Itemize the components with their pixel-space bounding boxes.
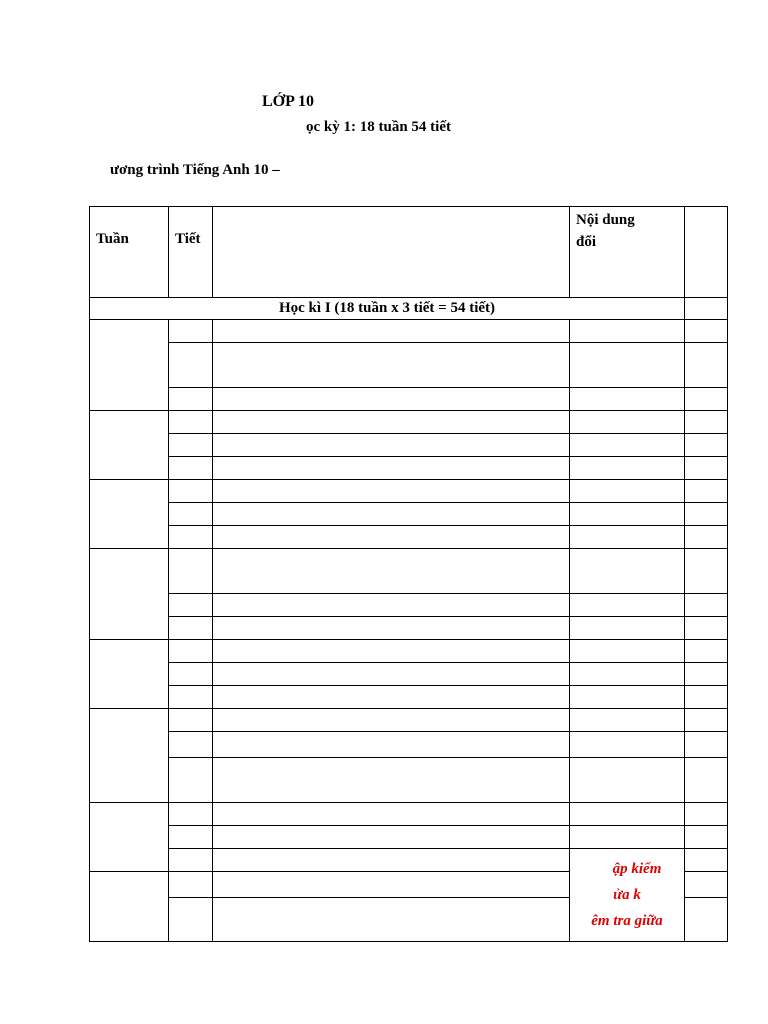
semester-row (90, 298, 728, 320)
column-header-notes (685, 207, 728, 298)
table-row (90, 457, 728, 480)
table-row (90, 320, 728, 343)
lesson-cell (213, 411, 570, 434)
week-cell (90, 640, 169, 709)
lesson-cell (213, 898, 570, 942)
period-cell (169, 617, 213, 640)
note-cell (685, 732, 728, 758)
lesson-cell (213, 686, 570, 709)
table-row (90, 826, 728, 849)
period-cell (169, 503, 213, 526)
note-cell (685, 434, 728, 457)
table-row (90, 411, 728, 434)
table-row (90, 732, 728, 758)
semester-subtitle: ọc kỳ 1: 18 tuần 54 tiết (306, 119, 451, 135)
period-cell (169, 594, 213, 617)
table-row (90, 640, 728, 663)
week-cell (90, 549, 169, 640)
content-cell (570, 803, 685, 826)
note-cell (685, 480, 728, 503)
period-cell (169, 709, 213, 732)
content-cell (570, 320, 685, 343)
note-cell (685, 526, 728, 549)
content-cell (570, 826, 685, 849)
column-header-lesson (213, 207, 570, 298)
lesson-cell (213, 343, 570, 388)
period-cell (169, 686, 213, 709)
period-cell (169, 663, 213, 686)
lesson-plan-table (89, 206, 728, 942)
table-row (90, 849, 728, 872)
lesson-cell (213, 526, 570, 549)
week-cell (90, 480, 169, 549)
column-header-content (570, 207, 685, 298)
content-cell (570, 549, 685, 594)
note-cell (685, 872, 728, 898)
note-cell (685, 663, 728, 686)
table-row (90, 803, 728, 826)
period-cell (169, 480, 213, 503)
lesson-cell (213, 480, 570, 503)
period-cell (169, 457, 213, 480)
period-cell (169, 411, 213, 434)
lesson-cell (213, 594, 570, 617)
week-cell (90, 320, 169, 411)
content-cell (570, 343, 685, 388)
column-header-period: Tiết (169, 207, 213, 298)
lesson-cell (213, 872, 570, 898)
lesson-cell (213, 617, 570, 640)
period-cell (169, 526, 213, 549)
note-cell (685, 898, 728, 942)
period-cell (169, 320, 213, 343)
content-cell (570, 434, 685, 457)
content-cell (570, 503, 685, 526)
table-row (90, 617, 728, 640)
period-cell (169, 803, 213, 826)
note-cell (685, 411, 728, 434)
week-cell (90, 803, 169, 872)
note-cell (685, 549, 728, 594)
period-cell (169, 343, 213, 388)
content-cell (570, 663, 685, 686)
note-cell (685, 594, 728, 617)
red-note-line-2: ửa k (613, 887, 641, 903)
period-cell (169, 758, 213, 803)
table-row (90, 549, 728, 594)
content-cell (570, 411, 685, 434)
content-cell (570, 594, 685, 617)
table-row (90, 686, 728, 709)
note-cell (685, 758, 728, 803)
lesson-cell (213, 709, 570, 732)
content-cell (570, 388, 685, 411)
lesson-cell (213, 434, 570, 457)
column-header-content-line2: đổi (576, 234, 597, 250)
week-cell (90, 709, 169, 803)
column-header-content-line1: Nội dung (576, 212, 635, 228)
program-line: ương trình Tiếng Anh 10 – (110, 162, 280, 178)
note-cell (685, 343, 728, 388)
table-row (90, 480, 728, 503)
table-row (90, 709, 728, 732)
content-cell (570, 526, 685, 549)
red-note-line-1: ập kiểm (612, 861, 662, 877)
lesson-cell (213, 640, 570, 663)
period-cell (169, 434, 213, 457)
semester-row-label: Học kì I (18 tuần x 3 tiết = 54 tiết) (90, 298, 685, 320)
lesson-cell (213, 803, 570, 826)
table-row (90, 434, 728, 457)
content-cell (570, 709, 685, 732)
content-cell (570, 617, 685, 640)
lesson-cell (213, 457, 570, 480)
content-cell (570, 457, 685, 480)
lesson-cell (213, 849, 570, 872)
column-header-week: Tuần (90, 207, 169, 298)
week-cell (90, 411, 169, 480)
period-cell (169, 640, 213, 663)
content-cell (570, 686, 685, 709)
lesson-cell (213, 758, 570, 803)
period-cell (169, 826, 213, 849)
week-cell (90, 872, 169, 942)
red-note-cell (570, 849, 685, 942)
note-cell (685, 617, 728, 640)
lesson-cell (213, 388, 570, 411)
note-cell (685, 849, 728, 872)
table-row (90, 758, 728, 803)
table-row (90, 388, 728, 411)
note-cell (685, 803, 728, 826)
period-cell (169, 898, 213, 942)
red-note-line-3: êm tra giữa (591, 913, 663, 929)
table-row (90, 594, 728, 617)
lesson-cell (213, 320, 570, 343)
content-cell (570, 480, 685, 503)
table-cell (685, 298, 728, 320)
lesson-cell (213, 826, 570, 849)
period-cell (169, 872, 213, 898)
lesson-cell (213, 503, 570, 526)
lesson-cell (213, 732, 570, 758)
lesson-cell (213, 549, 570, 594)
note-cell (685, 826, 728, 849)
table-header-row (90, 207, 728, 298)
note-cell (685, 320, 728, 343)
content-cell (570, 758, 685, 803)
note-cell (685, 686, 728, 709)
period-cell (169, 849, 213, 872)
period-cell (169, 732, 213, 758)
period-cell (169, 549, 213, 594)
note-cell (685, 709, 728, 732)
content-cell (570, 732, 685, 758)
note-cell (685, 640, 728, 663)
table-row (90, 663, 728, 686)
table-row (90, 503, 728, 526)
content-cell (570, 640, 685, 663)
note-cell (685, 388, 728, 411)
lesson-cell (213, 663, 570, 686)
table-row (90, 343, 728, 388)
note-cell (685, 503, 728, 526)
table-row (90, 526, 728, 549)
period-cell (169, 388, 213, 411)
note-cell (685, 457, 728, 480)
page-title: LỚP 10 (262, 93, 315, 110)
